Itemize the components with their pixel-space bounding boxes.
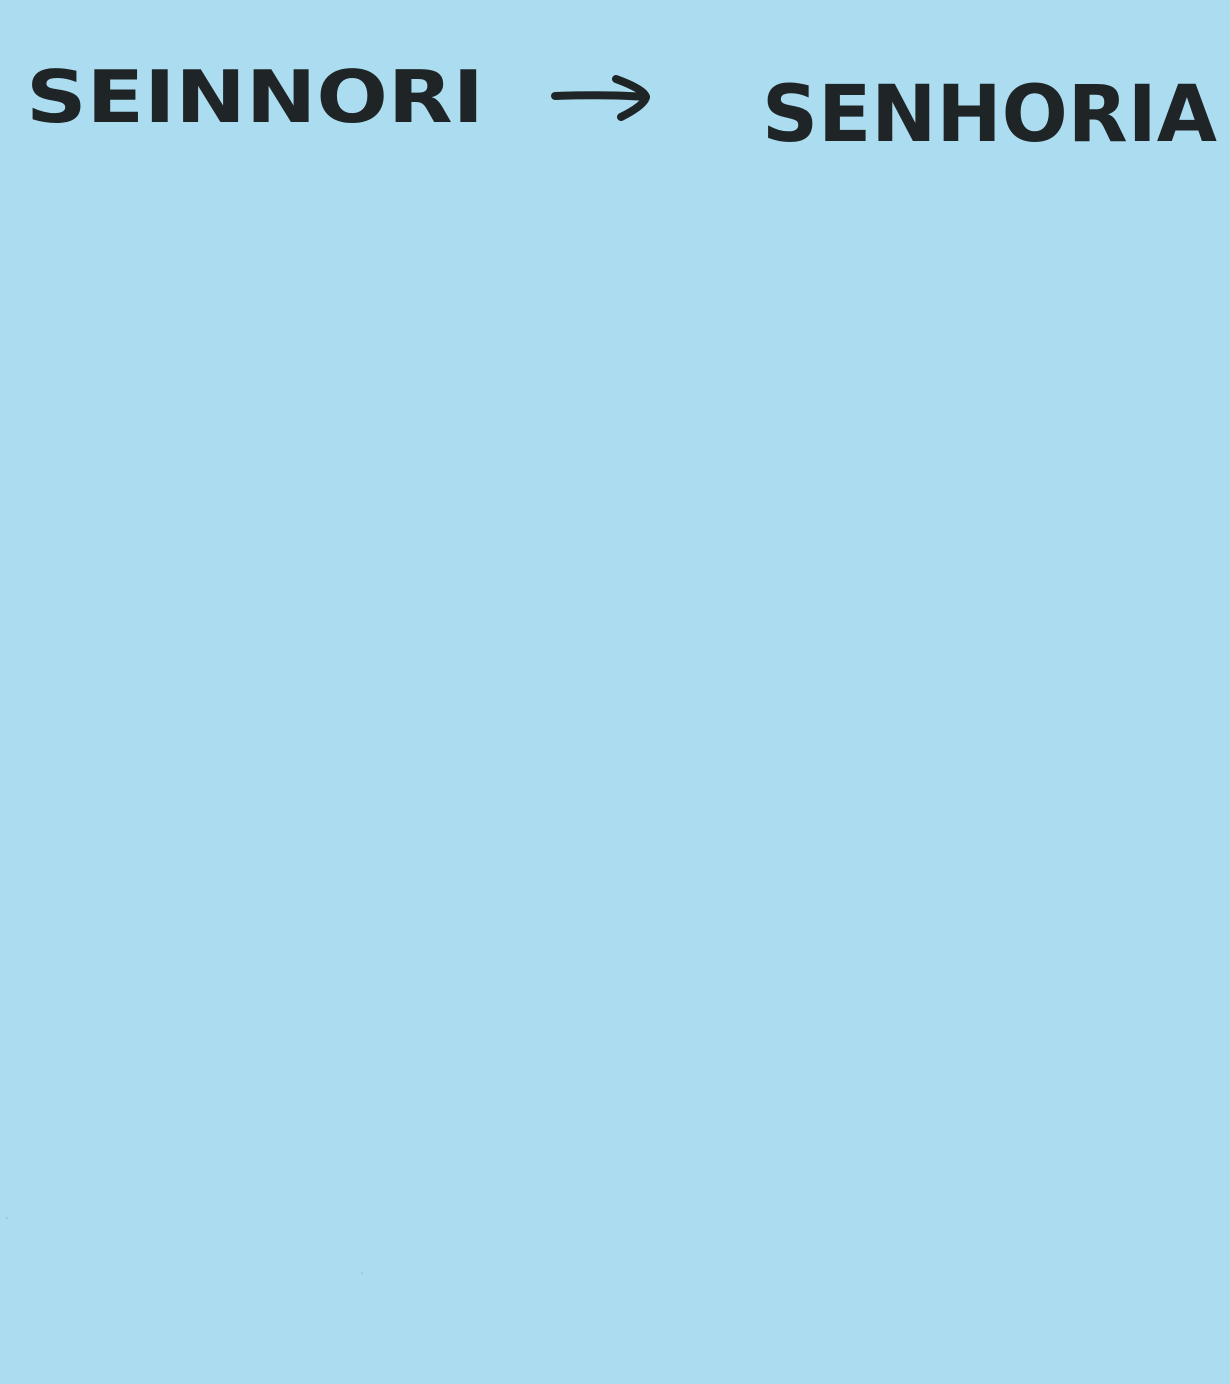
paper-speck [361, 1272, 363, 1274]
source-word: SEINNORI [26, 55, 484, 139]
right-arrow-icon [555, 79, 646, 117]
paper-speck [6, 1217, 8, 1219]
target-word: SENHORIA [762, 70, 1217, 160]
